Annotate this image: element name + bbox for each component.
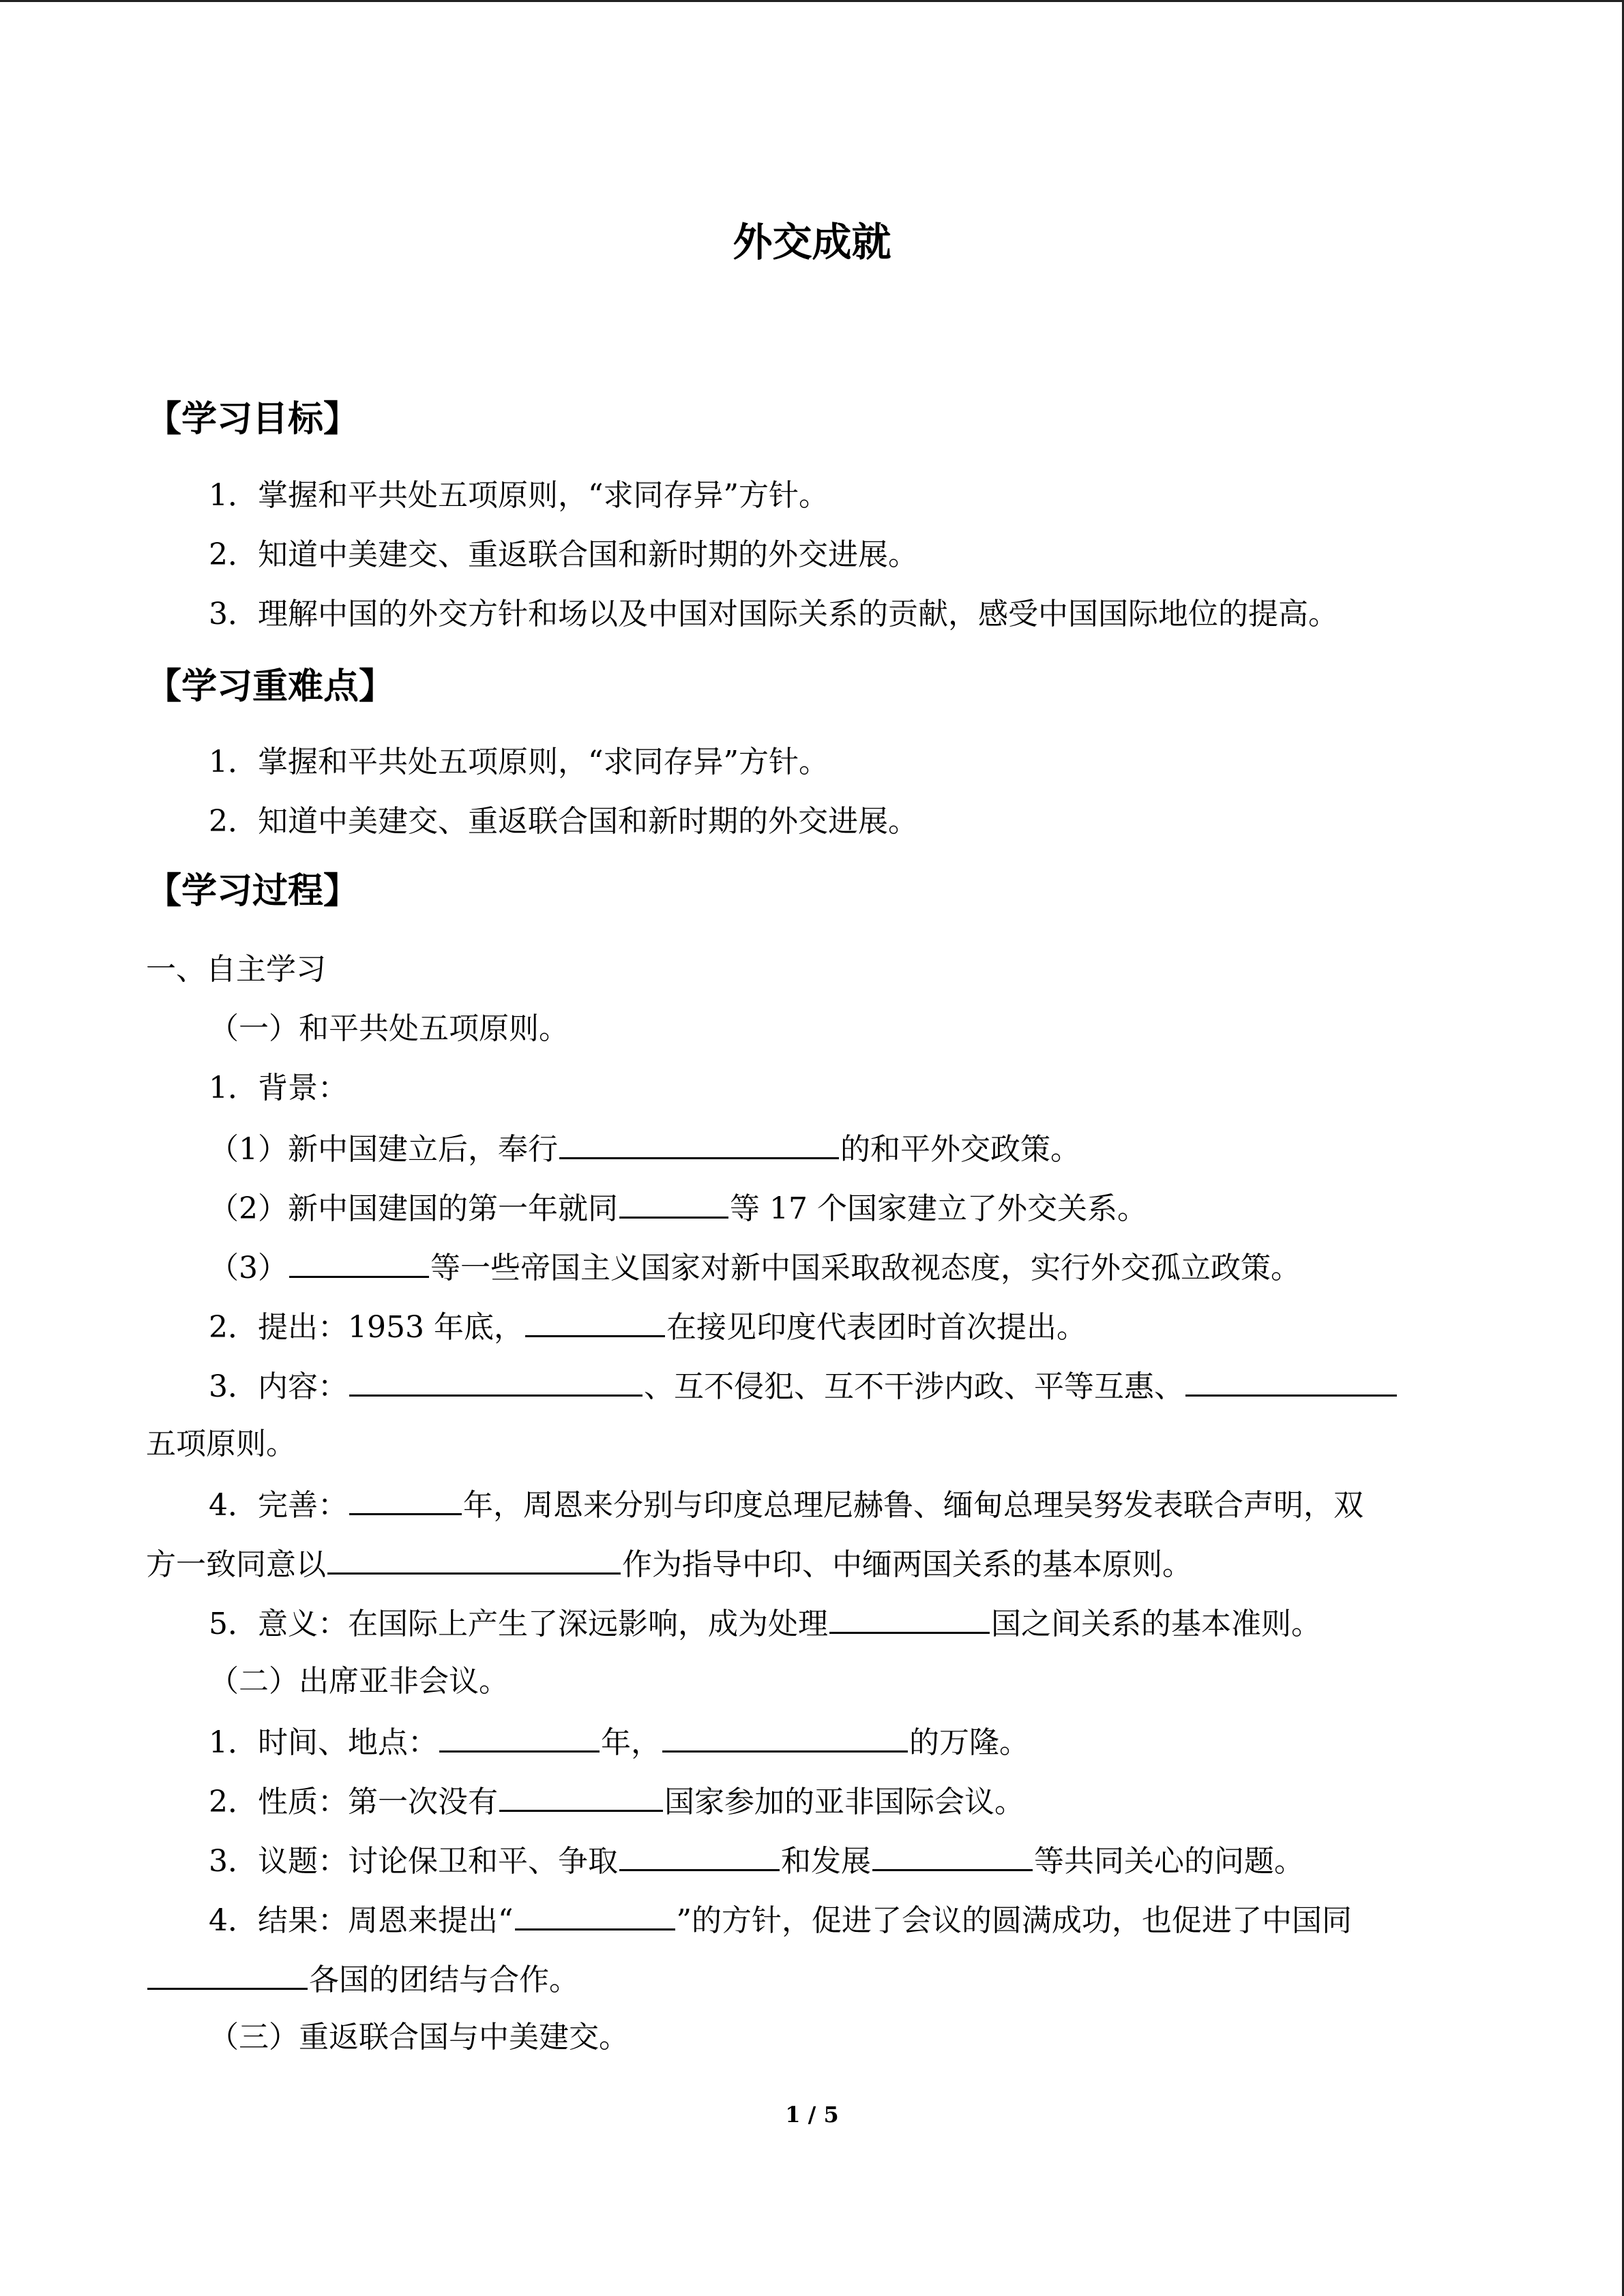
goal-item-3: 3．理解中国的外交方针和场以及中国对国际关系的贡献，感受中国国际地位的提高。 <box>209 597 1338 631</box>
part1-proposal: 2．提出：1953 年底， 在接见印度代表团时首次提出。 <box>209 1305 1087 1348</box>
fill-blank[interactable] <box>439 1720 600 1753</box>
part2-result: 4．结果：周恩来提出“ ”的方针，促进了会议的圆满成功，也促进了中国同 <box>209 1898 1352 1941</box>
part1-content-cont: 五项原则。 <box>146 1427 296 1461</box>
fill-blank[interactable] <box>349 1483 462 1515</box>
part1-refine: 4．完善： 年，周恩来分别与印度总理尼赫鲁、缅甸总理吴努发表联合声明，双 <box>209 1483 1363 1526</box>
part1-bg-line-1: （1）新中国建立后，奉行 的和平外交政策。 <box>209 1127 1080 1170</box>
fill-blank[interactable] <box>147 1958 308 1990</box>
fill-blank[interactable] <box>619 1187 728 1219</box>
part1-refine-cont: 方一致同意以 作为指导中印、中缅两国关系的基本原则。 <box>146 1542 1192 1585</box>
keypoints-heading: 【学习重难点】 <box>146 666 395 707</box>
fill-blank[interactable] <box>289 1246 429 1278</box>
fill-blank[interactable] <box>349 1365 643 1397</box>
part2-title: （二）出席亚非会议。 <box>209 1664 509 1699</box>
fill-blank[interactable] <box>559 1127 839 1159</box>
part1-content: 3．内容： 、互不侵犯、互不干涉内政、平等互惠、 <box>209 1365 1398 1407</box>
section-self-study: 一、自主学习 <box>146 952 326 987</box>
fill-blank[interactable] <box>499 1780 663 1812</box>
part1-background: 1．背景： <box>209 1071 348 1105</box>
goals-heading: 【学习目标】 <box>146 399 359 440</box>
part2-nature: 2．性质：第一次没有 国家参加的亚非国际会议。 <box>209 1780 1024 1823</box>
part3-title: （三）重返联合国与中美建交。 <box>209 2020 629 2055</box>
goal-item-1: 1．掌握和平共处五项原则，“求同存异”方针。 <box>209 478 829 513</box>
fill-blank[interactable] <box>327 1542 621 1575</box>
page-number: 1 / 5 <box>785 2102 839 2128</box>
fill-blank[interactable] <box>525 1305 665 1337</box>
page-title: 外交成就 <box>733 219 891 265</box>
goal-item-2: 2．知道中美建交、重返联合国和新时期的外交进展。 <box>209 537 918 572</box>
fill-blank[interactable] <box>619 1839 780 1871</box>
fill-blank[interactable] <box>515 1898 675 1930</box>
fill-blank[interactable] <box>829 1602 990 1634</box>
keypoint-item-2: 2．知道中美建交、重返联合国和新时期的外交进展。 <box>209 804 918 839</box>
part2-result-cont: 各国的团结与合作。 <box>146 1958 579 2001</box>
part2-time-place: 1．时间、地点： 年， 的万隆。 <box>209 1720 1029 1763</box>
part1-title: （一）和平共处五项原则。 <box>209 1011 569 1046</box>
part1-significance: 5．意义：在国际上产生了深远影响，成为处理 国之间关系的基本准则。 <box>209 1602 1321 1645</box>
keypoint-item-1: 1．掌握和平共处五项原则，“求同存异”方针。 <box>209 745 829 779</box>
fill-blank[interactable] <box>1185 1365 1397 1397</box>
process-heading: 【学习过程】 <box>146 871 359 912</box>
fill-blank[interactable] <box>872 1839 1033 1871</box>
part2-topics: 3．议题：讨论保卫和平、争取 和发展 等共同关心的问题。 <box>209 1839 1304 1882</box>
page-border-top <box>0 0 1624 2</box>
part1-bg-line-3: （3） 等一些帝国主义国家对新中国采取敌视态度，实行外交孤立政策。 <box>209 1246 1301 1289</box>
fill-blank[interactable] <box>662 1720 908 1753</box>
part1-bg-line-2: （2）新中国建国的第一年就同 等 17 个国家建立了外交关系。 <box>209 1187 1147 1229</box>
